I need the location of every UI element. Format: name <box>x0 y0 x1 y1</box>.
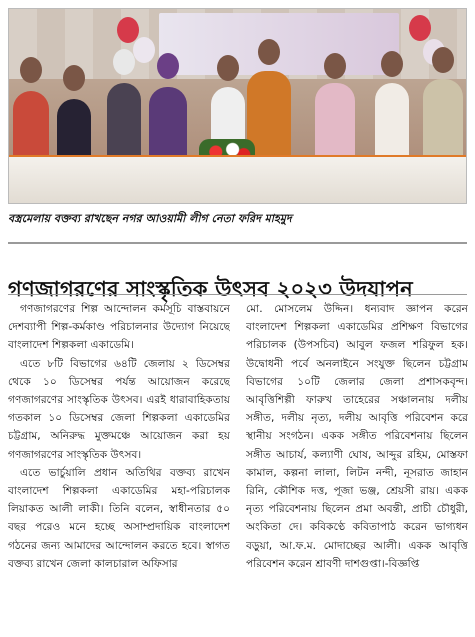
photo-table <box>9 155 466 203</box>
photo-head <box>20 57 42 83</box>
article-paragraph: মো. মোসলেম উদ্দিন। ধন্যবাদ জ্ঞাপন করেন বাংলাদেশ শিল্পকলা একাডেমির প্রশিক্ষণ বিভাগের পরিচালক (উপসচিব) আবুল ফজল শরিফুল হক। উদ্বোধনী পর্বে অনলাইনে সংযুক্ত ছিলেন চট্টগ্রাম বিভাগের ১০টি জেলার জেলা প্রশাসকবৃন্দ। আবৃত্তিশিল্পী ফারুখ তাহেরের সঞ্চালনায় দলীয় সঙ্গীত, দলীয় নৃত্য, দলীয় আবৃত্তি পরিবেশন করে স্থানীয় সংগঠন। একক সঙ্গীত পরিবেশনায় ছিলেন সঙ্গীত আচার্য, কল্যাণী ঘোষ, আব্দুর রহিম, মোস্তফা কামাল, কল্পনা লালা, লিটন নন্দী, নূসরাত জাহান রিনি, কৌশিক দত্ত, পূজা ভঞ্জ, শ্রেয়সী রায়। একক নৃত্য পরিবেশনায় ছিলেন প্রমা অবন্তী, প্রাচী চৌধুরী, অংকিতা দে। কবিকণ্ঠে কবিতাপাঠ করেন ভাগ্যধন বড়ুয়া, আ.ফ.ম. মোদাচ্ছের আলী। একক আবৃত্তি পরিবেশন করেন শ্রাবণী দাশগুপ্তা।-বিজ্ঞপ্তি <box>246 303 468 570</box>
article-paragraph: এতে ৮টি বিভাগের ৬৪টি জেলায় ২ ডিসেম্বর থেকে ১০ ডিসেম্বর পর্যন্ত আয়োজন করেছে গণজাগরণের সাংস্কৃতিক উৎসব। এরই ধারাবাহিকতায় গতকাল ১০ ডিসেম্বর জেলা শিল্পকলা একাডেমির চট্টগ্রাম, অনিরুদ্ধ মুক্তমঞ্চে আয়োজন করা হয় গণজাগরণের সাংস্কৃতিক উৎসব। <box>8 357 230 461</box>
article-paragraph: এতে ভার্চুয়ালি প্রধান অতিথির বক্তব্য রাখেন বাংলাদেশ শিল্পকলা একাডেমির মহা-পরিচালক লিয়াকত আলী লাকী। তিনি বলেন, স্বাধীনতার ৫০ বছর পরেও মনে হচ্ছে অসাম্প্রদায়িক বাংলাদেশ গঠনের জন্য আমাদের আন্দোলন করতে হবে। স্বাগত বক্তব্য রাখেন জেলা কালচারাল অফিসার <box>8 466 230 570</box>
article-column-left <box>8 300 230 630</box>
photo-caption: বস্ত্রমেলায় বক্তব্য রাখছেন নগর আওয়ামী লীগ নেতা ফরিদ মাহমুদ <box>8 212 292 225</box>
article-paragraph: গণজাগরণের শিল্প আন্দোলন কর্মসূচি বাস্তবায়নে দেশব্যাপী শিল্প-কর্মকাণ্ড পরিচালনার উদ্যোগ নিয়েছে বাংলাদেশ শিল্পকলা একাডেমি। <box>8 303 230 352</box>
article-headline: গণজাগরণের সাংস্কৃতিক উৎসব ২০২৩ উদযাপন <box>8 277 413 302</box>
divider-bottom <box>8 294 467 295</box>
photo-person <box>149 87 187 163</box>
photo-head <box>381 51 403 77</box>
news-photo <box>8 8 467 204</box>
photo-person <box>423 79 463 163</box>
photo-balloon <box>409 15 431 41</box>
photo-head <box>432 47 454 73</box>
photo-balloon <box>133 37 155 63</box>
photo-person <box>375 83 409 163</box>
photo-head <box>63 65 85 91</box>
photo-person <box>107 83 141 163</box>
photo-head <box>324 53 346 79</box>
divider-top <box>8 242 467 244</box>
photo-balloon <box>117 17 139 43</box>
photo-head <box>157 53 179 79</box>
photo-head <box>258 39 280 65</box>
photo-head <box>217 55 239 81</box>
photo-person <box>315 83 355 163</box>
photo-person <box>57 99 91 163</box>
photo-stage-banner <box>159 13 399 75</box>
photo-head <box>113 49 135 75</box>
photo-person <box>13 91 49 163</box>
article-column-right <box>246 300 468 630</box>
